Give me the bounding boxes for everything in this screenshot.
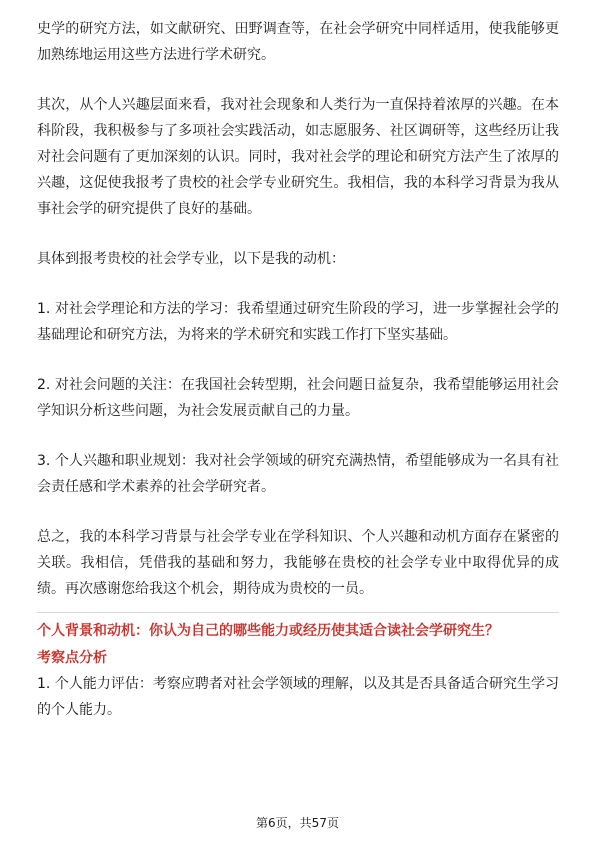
question-heading: 个人背景和动机：你认为自己的哪些能力或经历使其适合读社会学研究生？ bbox=[37, 623, 499, 639]
body-paragraph-6: 3. 个人兴趣和职业规划：我对社会学领域的研究充满热情，希望能够成为一名具有社会责任感和学术素养的社会学研究者。 bbox=[37, 453, 559, 495]
body-paragraph-5: 2. 对社会问题的关注：在我国社会转型期，社会问题日益复杂，我希望能够运用社会学知识分析这些问题，为社会发展贡献自己的力量。 bbox=[37, 377, 559, 419]
analysis-heading: 考察点分析 bbox=[37, 650, 107, 666]
body-paragraph-1: 史学的研究方法，如文献研究、田野调查等，在社会学研究中同样适用，使我能够更加熟练地运用这些方法进行学术研究。 bbox=[37, 21, 559, 63]
body-paragraph-3: 具体到报考贵校的社会学专业，以下是我的动机： bbox=[37, 251, 345, 267]
body-paragraph-4: 1. 对社会学理论和方法的学习：我希望通过研究生阶段的学习，进一步掌握社会学的基础理论和研究方法，为将来的学术研究和实践工作打下坚实基础。 bbox=[37, 301, 559, 343]
body-paragraph-2: 其次，从个人兴趣层面来看，我对社会现象和人类行为一直保持着浓厚的兴趣。在本科阶段，我积极参与了多项社会实践活动，如志愿服务、社区调研等，这些经历让我对社会问题有了更加深刻的认识。同时，我对社会学的理论和研究方法产生了浓厚的兴趣，这促使我报考了贵校的社会学专业研究生。我相信，我的本科学习背景为我从事社会学的研究提供了良好的基础。 bbox=[37, 97, 559, 217]
section-divider bbox=[37, 612, 559, 613]
page-number: 第6页，共57页 bbox=[256, 816, 339, 830]
document-body bbox=[37, 16, 559, 723]
body-paragraph-7: 总之，我的本科学习背景与社会学专业在学科知识、个人兴趣和动机方面存在紧密的关联。我相信，凭借我的基础和努力，我能够在贵校的社会学专业中取得优异的成绩。再次感谢您给我这个机会，期待成为贵校的一员。 bbox=[37, 529, 559, 597]
analysis-item-1: 1. 个人能力评估：考察应聘者对社会学领域的理解，以及其是否具备适合研究生学习的个人能力。 bbox=[37, 676, 559, 718]
